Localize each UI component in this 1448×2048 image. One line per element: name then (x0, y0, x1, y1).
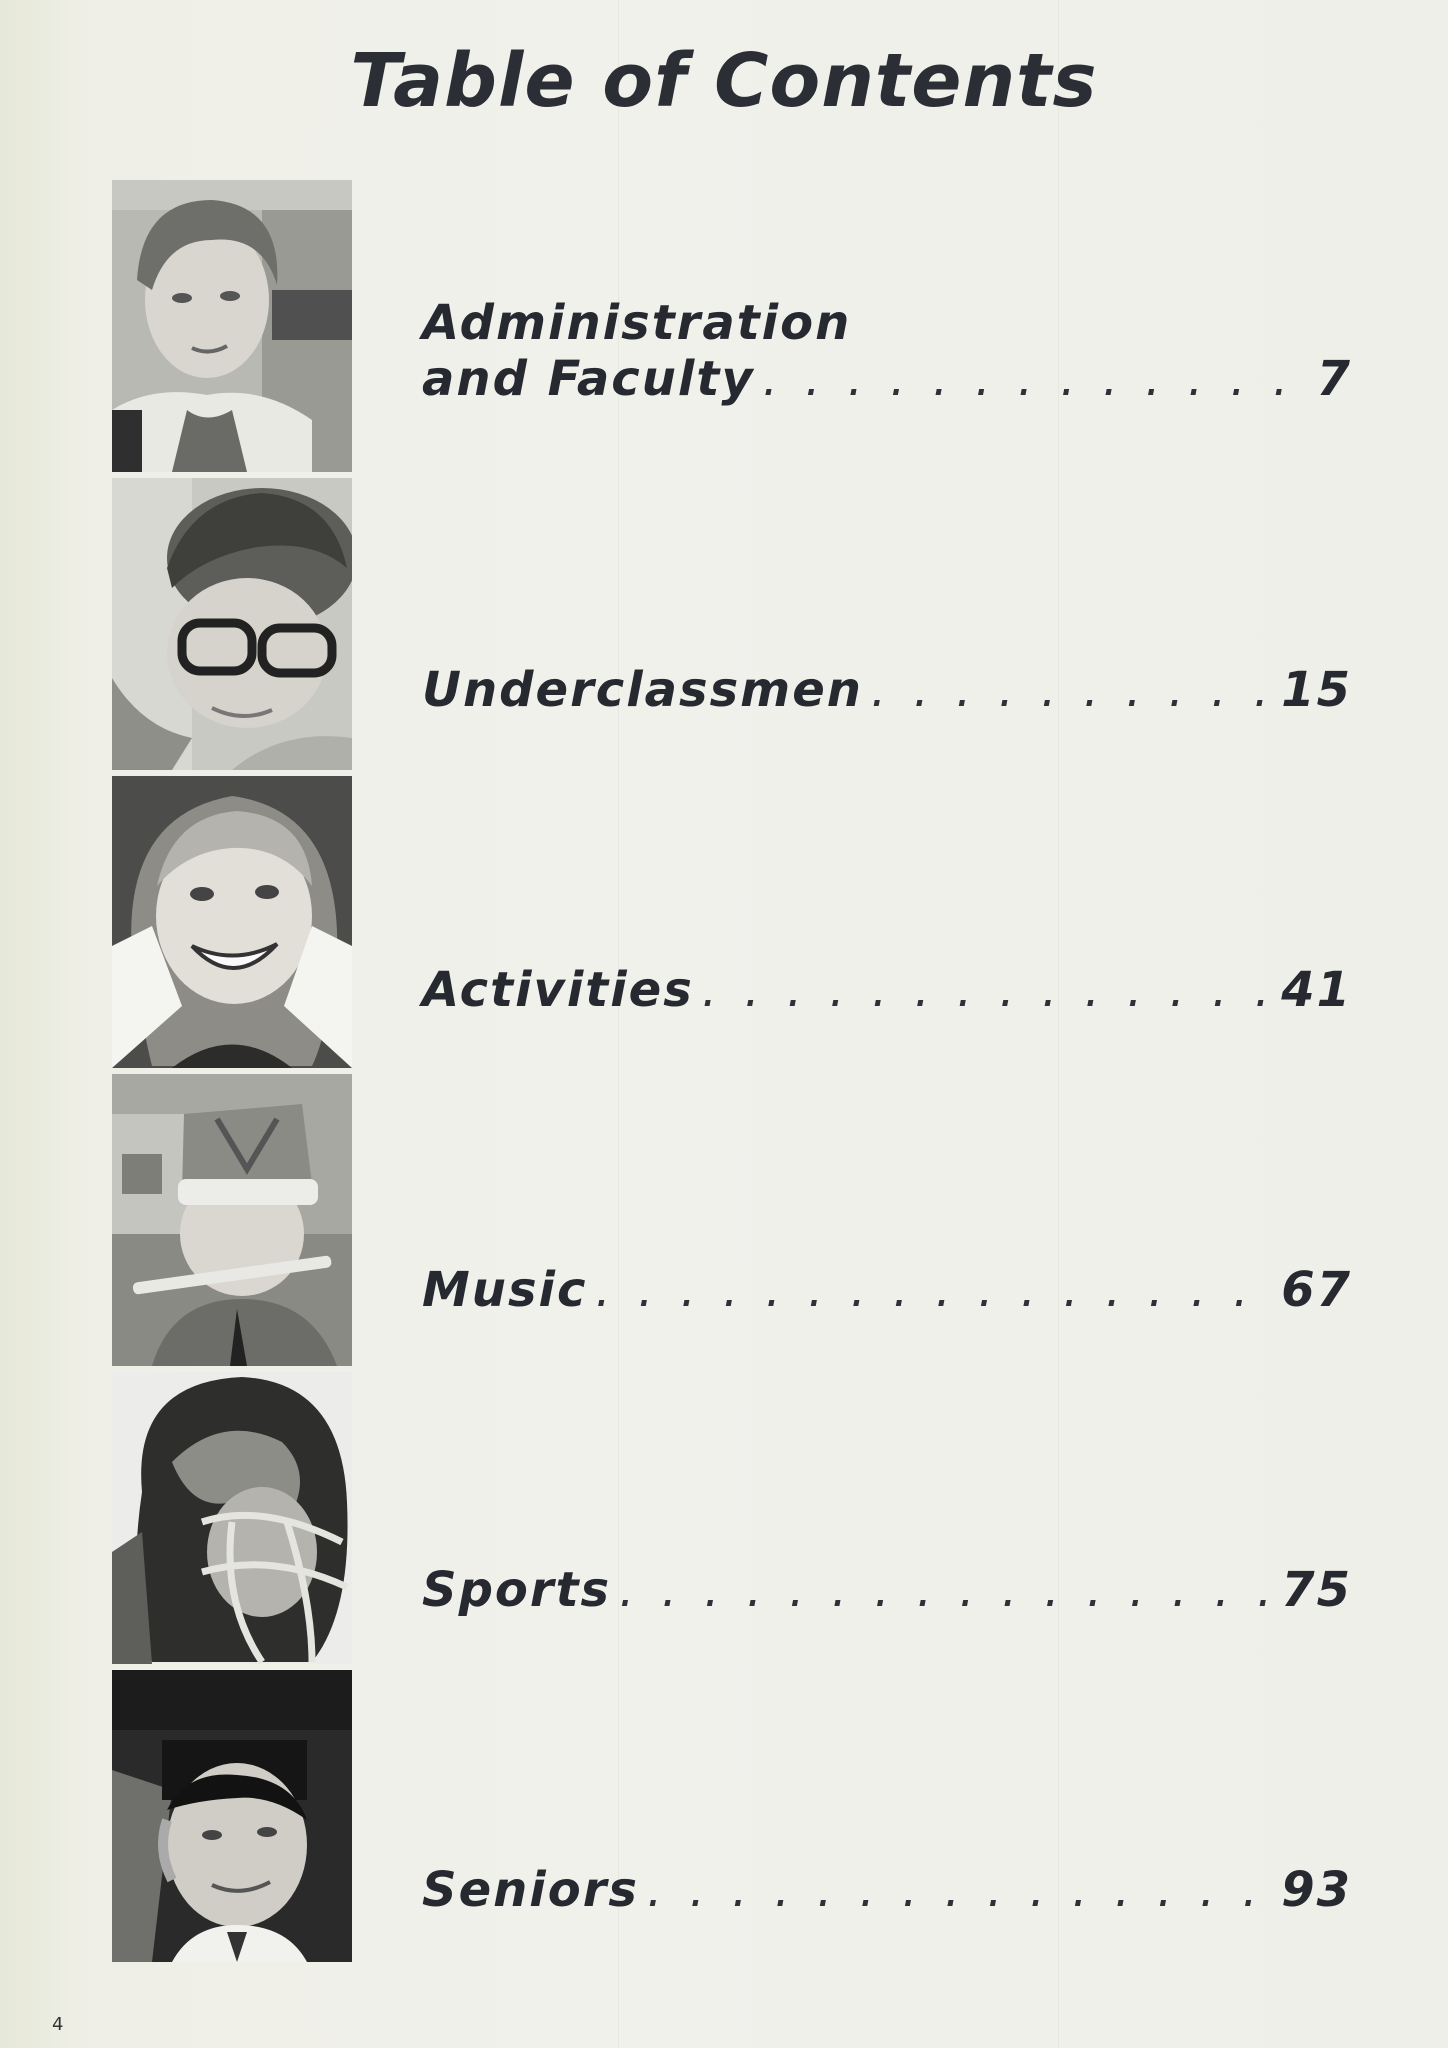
photo-strip (112, 180, 352, 1968)
graduate-cap-photo (112, 1670, 352, 1962)
toc-entry-page: 41 (1281, 962, 1352, 1018)
dot-leader (702, 962, 1273, 1018)
toc-entry-page: 7 (1316, 351, 1352, 407)
toc-entry-underclassmen[interactable] (422, 662, 1352, 718)
dot-leader (647, 1862, 1273, 1918)
toc-entry-page: 15 (1281, 662, 1352, 718)
toc-entry-label: Sports (422, 1562, 612, 1618)
toc-entry-page: 93 (1281, 1862, 1352, 1918)
toc-entry-sports[interactable] (422, 1562, 1352, 1618)
toc-entry-seniors[interactable] (422, 1862, 1352, 1918)
toc-entry-label: Seniors (422, 1862, 639, 1918)
toc-entry-label: Underclassmen (422, 662, 863, 718)
page-title: Table of Contents (350, 38, 1098, 124)
dot-leader (595, 1262, 1273, 1318)
toc-entry-label-line1: Administration (422, 295, 852, 351)
toc-entry-label: and Faculty (422, 351, 755, 407)
page-number: 4 (52, 2014, 64, 2035)
toc-entry-activities[interactable] (422, 962, 1352, 1018)
football-helmet-photo (112, 1372, 352, 1664)
dot-leader (763, 351, 1309, 407)
toc-entry-label: Music (422, 1262, 588, 1318)
dot-leader (619, 1562, 1273, 1618)
majorette-flute-photo (112, 1074, 352, 1366)
toc-entry-music[interactable] (422, 1262, 1352, 1318)
toc-entry-page: 67 (1281, 1262, 1352, 1318)
girl-with-glasses-photo (112, 478, 352, 770)
toc-entry-label: Activities (422, 962, 694, 1018)
toc-entry-administration[interactable] (422, 295, 1352, 407)
woman-portrait-photo (112, 180, 352, 472)
dot-leader (871, 662, 1273, 718)
toc-entry-page: 75 (1281, 1562, 1352, 1618)
smiling-girl-photo (112, 776, 352, 1068)
